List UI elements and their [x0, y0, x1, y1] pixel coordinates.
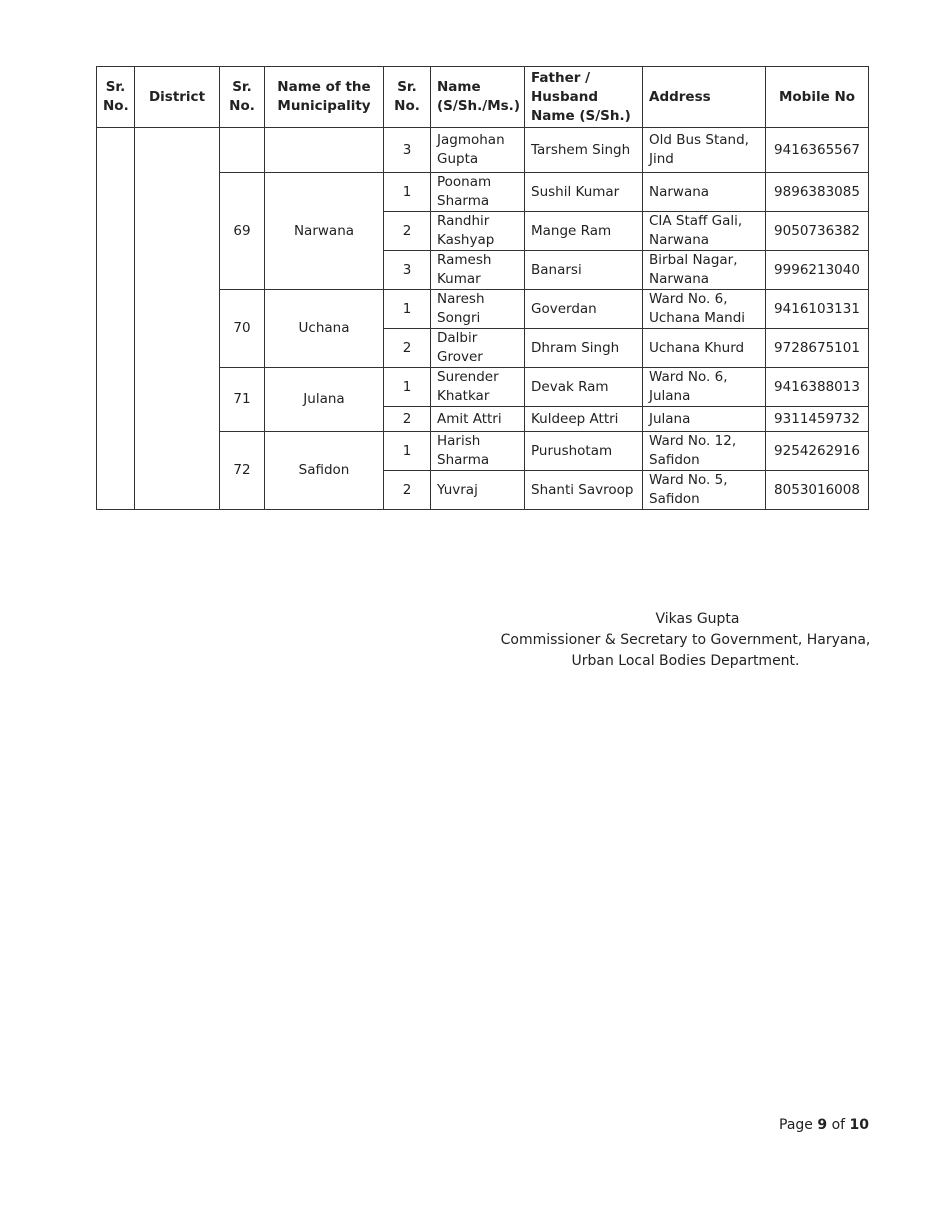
name-cell: Dalbir Grover: [431, 329, 525, 368]
row-sr-cell: 3: [384, 128, 431, 173]
address-cell: Ward No. 6, Julana: [643, 368, 766, 407]
row-sr-cell: 1: [384, 368, 431, 407]
name-cell: Surender Khatkar: [431, 368, 525, 407]
address-cell: CIA Staff Gali, Narwana: [643, 212, 766, 251]
address-cell: Birbal Nagar, Narwana: [643, 251, 766, 290]
municipality-cell: Narwana: [265, 173, 384, 290]
row-sr-cell: 1: [384, 432, 431, 471]
mobile-cell: 9996213040: [766, 251, 869, 290]
group-sr-cell: [220, 128, 265, 173]
row-sr-cell: 2: [384, 329, 431, 368]
header-name: Name (S/Sh./Ms.): [431, 67, 525, 128]
header-sr-no-2: Sr. No.: [220, 67, 265, 128]
father-cell: Purushotam: [525, 432, 643, 471]
father-cell: Devak Ram: [525, 368, 643, 407]
mobile-cell: 9050736382: [766, 212, 869, 251]
father-cell: Sushil Kumar: [525, 173, 643, 212]
address-cell: Julana: [643, 407, 766, 432]
group-sr-cell: 71: [220, 368, 265, 432]
father-cell: Dhram Singh: [525, 329, 643, 368]
name-cell: Poonam Sharma: [431, 173, 525, 212]
header-row: [97, 67, 869, 128]
row-sr-cell: 2: [384, 212, 431, 251]
mobile-cell: 9416365567: [766, 128, 869, 173]
address-cell: Ward No. 6, Uchana Mandi: [643, 290, 766, 329]
mobile-cell: 8053016008: [766, 471, 869, 510]
header-district: District: [135, 67, 220, 128]
name-cell: Randhir Kashyap: [431, 212, 525, 251]
municipality-cell: Julana: [265, 368, 384, 432]
name-cell: Naresh Songri: [431, 290, 525, 329]
page-number: [779, 1117, 869, 1133]
name-cell: Ramesh Kumar: [431, 251, 525, 290]
municipality-cell: [265, 128, 384, 173]
mobile-cell: 9254262916: [766, 432, 869, 471]
page-current: 9: [817, 1117, 828, 1133]
header-father: Father / Husband Name (S/Sh.): [525, 67, 643, 128]
father-cell: Goverdan: [525, 290, 643, 329]
header-address: Address: [643, 67, 766, 128]
signature-block: [430, 609, 941, 672]
group-sr-cell: 72: [220, 432, 265, 510]
municipality-cell: Safidon: [265, 432, 384, 510]
page-total: 10: [849, 1117, 869, 1133]
page-sep: of: [831, 1117, 846, 1133]
district-cell: [135, 128, 220, 510]
mobile-cell: 9728675101: [766, 329, 869, 368]
father-cell: Kuldeep Attri: [525, 407, 643, 432]
row-sr-cell: 2: [384, 471, 431, 510]
address-cell: Old Bus Stand, Jind: [643, 128, 766, 173]
table-row: [97, 128, 869, 173]
father-cell: Mange Ram: [525, 212, 643, 251]
mobile-cell: 9416388013: [766, 368, 869, 407]
header-mobile: Mobile No: [766, 67, 869, 128]
address-cell: Narwana: [643, 173, 766, 212]
members-table: [96, 66, 869, 510]
father-cell: Shanti Savroop: [525, 471, 643, 510]
municipality-cell: Uchana: [265, 290, 384, 368]
signatory-name: Vikas Gupta: [655, 611, 740, 627]
father-cell: Tarshem Singh: [525, 128, 643, 173]
father-cell: Banarsi: [525, 251, 643, 290]
signatory-department: Urban Local Bodies Department.: [571, 653, 800, 669]
name-cell: Harish Sharma: [431, 432, 525, 471]
header-sr-no-3: Sr. No.: [384, 67, 431, 128]
address-cell: Uchana Khurd: [643, 329, 766, 368]
mobile-cell: 9896383085: [766, 173, 869, 212]
name-cell: Amit Attri: [431, 407, 525, 432]
name-cell: Yuvraj: [431, 471, 525, 510]
group-sr-cell: 70: [220, 290, 265, 368]
mobile-cell: 9416103131: [766, 290, 869, 329]
signatory-title: Commissioner & Secretary to Government, Haryana,: [500, 632, 871, 648]
header-municipality: Name of the Municipality: [265, 67, 384, 128]
page-prefix: Page: [779, 1117, 813, 1133]
row-sr-cell: 1: [384, 173, 431, 212]
mobile-cell: 9311459732: [766, 407, 869, 432]
group-sr-cell: 69: [220, 173, 265, 290]
row-sr-cell: 2: [384, 407, 431, 432]
name-cell: Jagmohan Gupta: [431, 128, 525, 173]
row-sr-cell: 3: [384, 251, 431, 290]
header-sr-no-1: Sr. No.: [97, 67, 135, 128]
address-cell: Ward No. 5, Safidon: [643, 471, 766, 510]
address-cell: Ward No. 12, Safidon: [643, 432, 766, 471]
district-sr-cell: [97, 128, 135, 510]
row-sr-cell: 1: [384, 290, 431, 329]
